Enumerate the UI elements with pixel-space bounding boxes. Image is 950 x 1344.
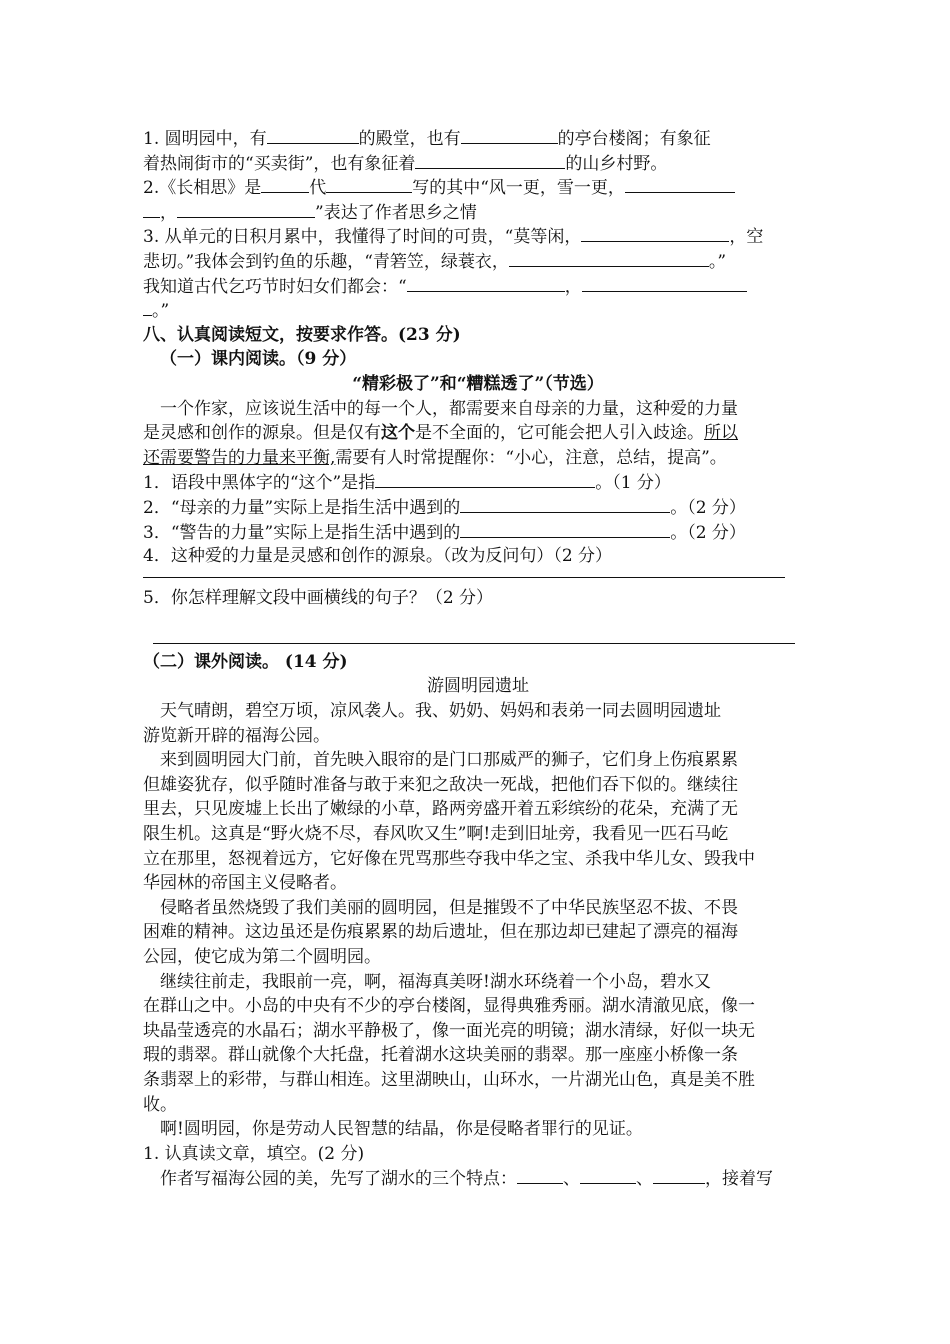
passage2-line: 限生机。这真是“野火烧不尽，春风吹又生”啊!走到旧址旁，我看见一匹石马屹 — [143, 824, 729, 845]
s7-q2-line1: 2.《长相思》是 代 写的其中“风一更，雪一更， — [143, 175, 813, 200]
blank[interactable] — [653, 1166, 705, 1184]
blank[interactable] — [261, 175, 309, 193]
p2-question-1: 1. 认真读文章，填空。(2 分) — [143, 1143, 365, 1164]
passage2-line: 但雄姿犹存，似乎随时准备与敢于来犯之敌决一死战，把他们吞下似的。继续往 — [143, 774, 738, 795]
underlined-sentence: 所以 — [704, 423, 738, 444]
passage2-line: 在群山之中。小岛的中央有不少的亭台楼阁，显得典雅秀丽。湖水清澈见底，像一 — [143, 996, 755, 1017]
s7-q3-line3: 我知道古代乞巧节时妇女们都会：“ ， — [143, 274, 813, 299]
p1-question-1: 1．语段中黑体字的“这个”是指 。（1 分） — [143, 470, 813, 495]
s7-q3-line4: 。” — [143, 298, 813, 323]
section8-heading: 八、认真阅读短文，按要求作答。(23 分) — [143, 324, 461, 345]
underlined-sentence: 还需要警告的力量来平衡, — [143, 447, 336, 468]
p1-question-2: 2．“母亲的力量”实际上是指生活中遇到的 。（2 分） — [143, 495, 813, 520]
passage2-line: 收。 — [143, 1094, 177, 1115]
s7-q1-line2: 着热闹街市的“买卖街”，也有象征着 的山乡村野。 — [143, 151, 813, 176]
blank[interactable] — [460, 520, 670, 538]
passage1-line3: 还需要警告的力量来平衡,需要有人时常提醒你：“小心，注意，总结，提高”。 — [143, 447, 727, 468]
s7-q1-line1: 1. 圆明园中，有 的殿堂，也有 的亭台楼阁；有象征 — [143, 126, 813, 151]
blank[interactable] — [517, 1166, 563, 1184]
blank[interactable] — [625, 175, 735, 193]
answer-line[interactable] — [153, 643, 795, 644]
passage2-line: 公园，使它成为第二个圆明园。 — [143, 947, 381, 967]
passage2-line: 条翡翠上的彩带，与群山相连。这里湖映山，山环水，一片湖光山色，真是美不胜 — [143, 1069, 755, 1090]
passage2-line: 华园林的帝国主义侵略者。 — [143, 873, 347, 894]
bold-word: 这个 — [381, 423, 415, 444]
passage2-line: 里去，只见废墟上长出了嫩绿的小草，路两旁盛开着五彩缤纷的花朵，充满了无 — [143, 799, 738, 820]
blank[interactable] — [509, 249, 709, 267]
blank[interactable] — [143, 298, 152, 316]
s7-q3-line1: 3. 从单元的日积月累中，我懂得了时间的可贵，“莫等闲， ，空 — [143, 224, 813, 249]
blank[interactable] — [415, 151, 565, 169]
blank[interactable] — [267, 126, 359, 144]
blank[interactable] — [580, 1166, 636, 1184]
part2-heading: （二）课外阅读。 (14 分) — [143, 651, 348, 672]
p1-question-5: 5．你怎样理解文段中画横线的句子？（2 分） — [143, 587, 494, 608]
passage2-line: 困难的精神。这边虽还是伤痕累累的劫后遗址，但在那边却已建起了漂亮的福海 — [143, 922, 738, 943]
blank[interactable] — [326, 175, 412, 193]
answer-line[interactable] — [143, 577, 785, 578]
blank[interactable] — [407, 274, 565, 292]
blank[interactable] — [375, 470, 595, 488]
p2-question-1-fill: 作者写福海公园的美，先写了湖水的三个特点： 、 、 ，接着写 — [143, 1166, 813, 1191]
passage2-line: 侵略者虽然烧毁了我们美丽的圆明园，但是摧毁不了中华民族坚忍不拔、不畏 — [160, 897, 738, 918]
passage1-line2: 是灵感和创作的源泉。但是仅有这个是不全面的，它可能会把人引入歧途。所以 — [143, 423, 738, 444]
blank[interactable] — [177, 200, 315, 218]
passage2-line: 块晶莹透亮的水晶石；湖水平静极了，像一面光亮的明镜；湖水清绿，好似一块无 — [143, 1020, 755, 1041]
passage2-line: 立在那里，怒视着远方，它好像在咒骂那些夺我中华之宝、杀我中华儿女、毁我中 — [143, 848, 755, 869]
passage2-title: 游圆明园遗址 — [427, 676, 529, 697]
s7-q3-line2: 悲切。”我体会到钓鱼的乐趣，“青箬笠，绿蓑衣， 。” — [143, 249, 813, 274]
s7-q2-line2: ， ”表达了作者思乡之情 — [143, 200, 813, 225]
passage1-title: “精彩极了”和“糟糕透了”（节选） — [352, 373, 604, 394]
passage2-line: 继续往前走，我眼前一亮，啊，福海真美呀!湖水环绕着一个小岛，碧水又 — [160, 971, 711, 992]
part1-heading: （一）课内阅读。（9 分） — [160, 349, 357, 370]
exam-page — [143, 126, 813, 1191]
passage2-line: 天气晴朗，碧空万顷，凉风袭人。我、奶奶、妈妈和表弟一同去圆明园遗址 — [160, 701, 721, 722]
passage2-line: 瑕的翡翠。群山就像个大托盘，托着湖水这块美丽的翡翠。那一座座小桥像一条 — [143, 1045, 738, 1066]
passage1-line1: 一个作家，应该说生活中的每一个人，都需要来自母亲的力量，这种爱的力量 — [160, 398, 738, 419]
blank[interactable] — [461, 126, 558, 144]
blank[interactable] — [143, 200, 160, 218]
p1-question-4: 4．这种爱的力量是灵感和创作的源泉。（改为反问句）（2 分） — [143, 546, 613, 567]
blank[interactable] — [460, 495, 670, 513]
passage2-line: 来到圆明园大门前，首先映入眼帘的是门口那威严的狮子，它们身上伤痕累累 — [160, 750, 738, 771]
passage2-line: 游览新开辟的福海公园。 — [143, 725, 330, 746]
passage2-line: 啊!圆明园，你是劳动人民智慧的结晶，你是侵略者罪行的见证。 — [160, 1119, 643, 1140]
blank[interactable] — [582, 274, 747, 292]
blank[interactable] — [581, 224, 729, 242]
p1-question-3: 3．“警告的力量”实际上是指生活中遇到的 。（2 分） — [143, 520, 813, 545]
